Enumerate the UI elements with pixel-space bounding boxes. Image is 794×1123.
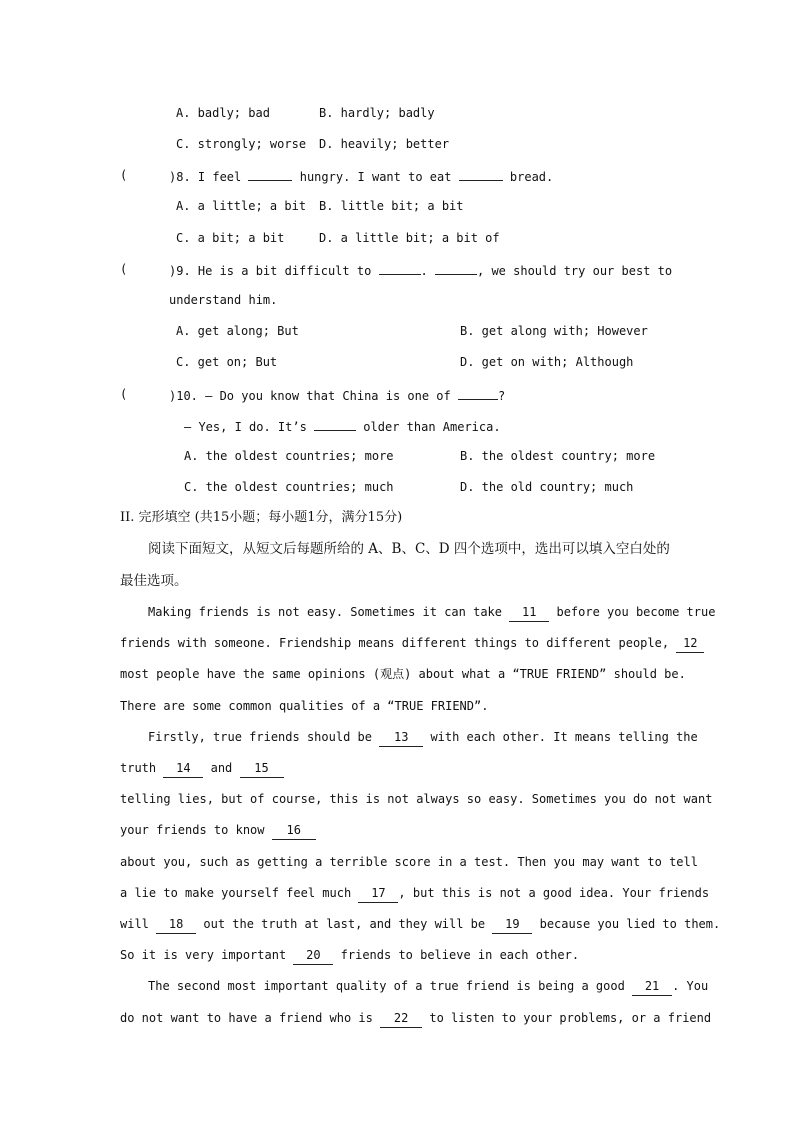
- q10-paren: (: [120, 387, 128, 401]
- passage-line: [148, 603, 715, 622]
- passage-line: [120, 1009, 711, 1028]
- q9-option-d: D. get on with; Although: [460, 355, 634, 369]
- passage-text: Firstly, true friends should be: [148, 730, 372, 744]
- q8-option-c: C. a bit; a bit: [176, 231, 285, 245]
- q9-option-a: A. get along; But: [176, 324, 299, 338]
- q10-option-b: B. the oldest country; more: [460, 449, 656, 463]
- blank-12: 12: [676, 634, 704, 653]
- q8-blank-1: [248, 166, 292, 181]
- section-title: II. 完形填空 (共15小题；每小题1分，满分15分): [120, 510, 403, 525]
- passage-text: do not want to have a friend who is: [120, 1011, 373, 1025]
- passage-text: friends to believe in each other.: [340, 948, 580, 962]
- q7-option-d: D. heavily; better: [319, 137, 450, 151]
- q9-stem-cont: understand him.: [169, 293, 278, 307]
- passage-text: , but this is not a good idea. Your friends: [398, 886, 710, 900]
- passage-line: [120, 946, 579, 965]
- q7-option-c: C. strongly; worse: [176, 137, 307, 151]
- passage-line: [120, 634, 704, 653]
- passage-text: . You: [672, 979, 709, 993]
- q10-qmark: ?: [498, 389, 506, 403]
- passage-text: truth: [120, 761, 157, 775]
- passage-line: [120, 915, 720, 934]
- blank-14: 14: [163, 759, 203, 778]
- q10-reply-start: — Yes, I do. It’s: [184, 420, 307, 434]
- q9-paren: (: [120, 262, 128, 276]
- passage-text: and: [210, 761, 233, 775]
- section-instructions-1: 阅读下面短文，从短文后每题所给的 A、B、C、D 四个选项中，选出可以填入空白处的: [148, 541, 670, 557]
- passage-text: Making friends is not easy. Sometimes it can take: [148, 605, 503, 619]
- passage-text: your friends to know: [120, 823, 265, 837]
- q8-blank-2: [459, 166, 503, 181]
- q9-stem-end: , we should try our best to: [477, 264, 673, 278]
- passage-line: telling lies, but of course, this is not always so easy. Sometimes you do not want: [120, 792, 713, 806]
- passage-text: will: [120, 917, 149, 931]
- blank-21: 21: [632, 977, 672, 996]
- q8-paren: (: [120, 168, 128, 182]
- passage-line: [120, 821, 316, 840]
- q10-stem: [169, 385, 505, 405]
- q9-dot: .: [420, 264, 428, 278]
- passage-line: There are some common qualities of a “TRUE FRIEND”.: [120, 699, 489, 713]
- passage-text: with each other. It means telling the: [430, 730, 698, 744]
- q10-stem-start: )10. — Do you know that China is one of: [169, 389, 451, 403]
- q10-option-c: C. the oldest countries; much: [184, 480, 394, 494]
- q10-blank-2: [314, 416, 356, 431]
- blank-22: 22: [380, 1009, 422, 1028]
- blank-19: 19: [492, 915, 532, 934]
- blank-16: 16: [272, 821, 316, 840]
- passage-line: [120, 759, 284, 778]
- section-instructions-2: 最佳选项。: [120, 573, 188, 589]
- q10-blank-1: [458, 385, 498, 400]
- passage-text: because you lied to them.: [539, 917, 721, 931]
- passage-line: [148, 977, 708, 996]
- blank-17: 17: [358, 884, 398, 903]
- q8-stem-end: bread.: [509, 170, 554, 184]
- q7-option-b: B. hardly; badly: [319, 106, 435, 120]
- q8-option-d: D. a little bit; a bit of: [319, 231, 500, 245]
- q8-option-a: A. a little; a bit: [176, 199, 307, 213]
- blank-20: 20: [293, 946, 333, 965]
- passage-line: [120, 884, 709, 903]
- blank-15: 15: [240, 759, 284, 778]
- q10-option-a: A. the oldest countries; more: [184, 449, 394, 463]
- passage-line: about you, such as getting a terrible score in a test. Then you may want to tell: [120, 855, 698, 869]
- passage-text: a lie to make yourself feel much: [120, 886, 352, 900]
- q9-option-b: B. get along with; However: [460, 324, 648, 338]
- q9-blank-2: [435, 260, 477, 275]
- q8-option-b: B. little bit; a bit: [319, 199, 464, 213]
- q10-option-d: D. the old country; much: [460, 480, 634, 494]
- q9-option-c: C. get on; But: [176, 355, 278, 369]
- passage-text: out the truth at last, and they will be: [203, 917, 486, 931]
- blank-18: 18: [156, 915, 196, 934]
- blank-13: 13: [379, 728, 423, 747]
- blank-11: 11: [509, 603, 549, 622]
- passage-text: to listen to your problems, or a friend: [429, 1011, 712, 1025]
- passage-text: The second most important quality of a true friend is being a good: [148, 979, 625, 993]
- passage-line: [148, 728, 698, 747]
- q7-option-a: A. badly; bad: [176, 106, 270, 120]
- q10-reply: [184, 416, 501, 436]
- q10-reply-end: older than America.: [363, 420, 501, 434]
- q9-blank-1: [379, 260, 421, 275]
- passage-text: friends with someone. Friendship means different things to different people,: [120, 636, 670, 650]
- passage-text: So it is very important: [120, 948, 287, 962]
- q9-stem-start: )9. He is a bit difficult to: [169, 264, 372, 278]
- passage-text: before you become true: [556, 605, 716, 619]
- q8-stem-start: )8. I feel: [169, 170, 242, 184]
- passage-line: most people have the same opinions (观点) about what a “TRUE FRIEND” should be.: [120, 667, 686, 681]
- q8-stem-mid: hungry. I want to eat: [299, 170, 452, 184]
- q8-stem: [169, 166, 553, 186]
- q9-stem: [169, 260, 672, 280]
